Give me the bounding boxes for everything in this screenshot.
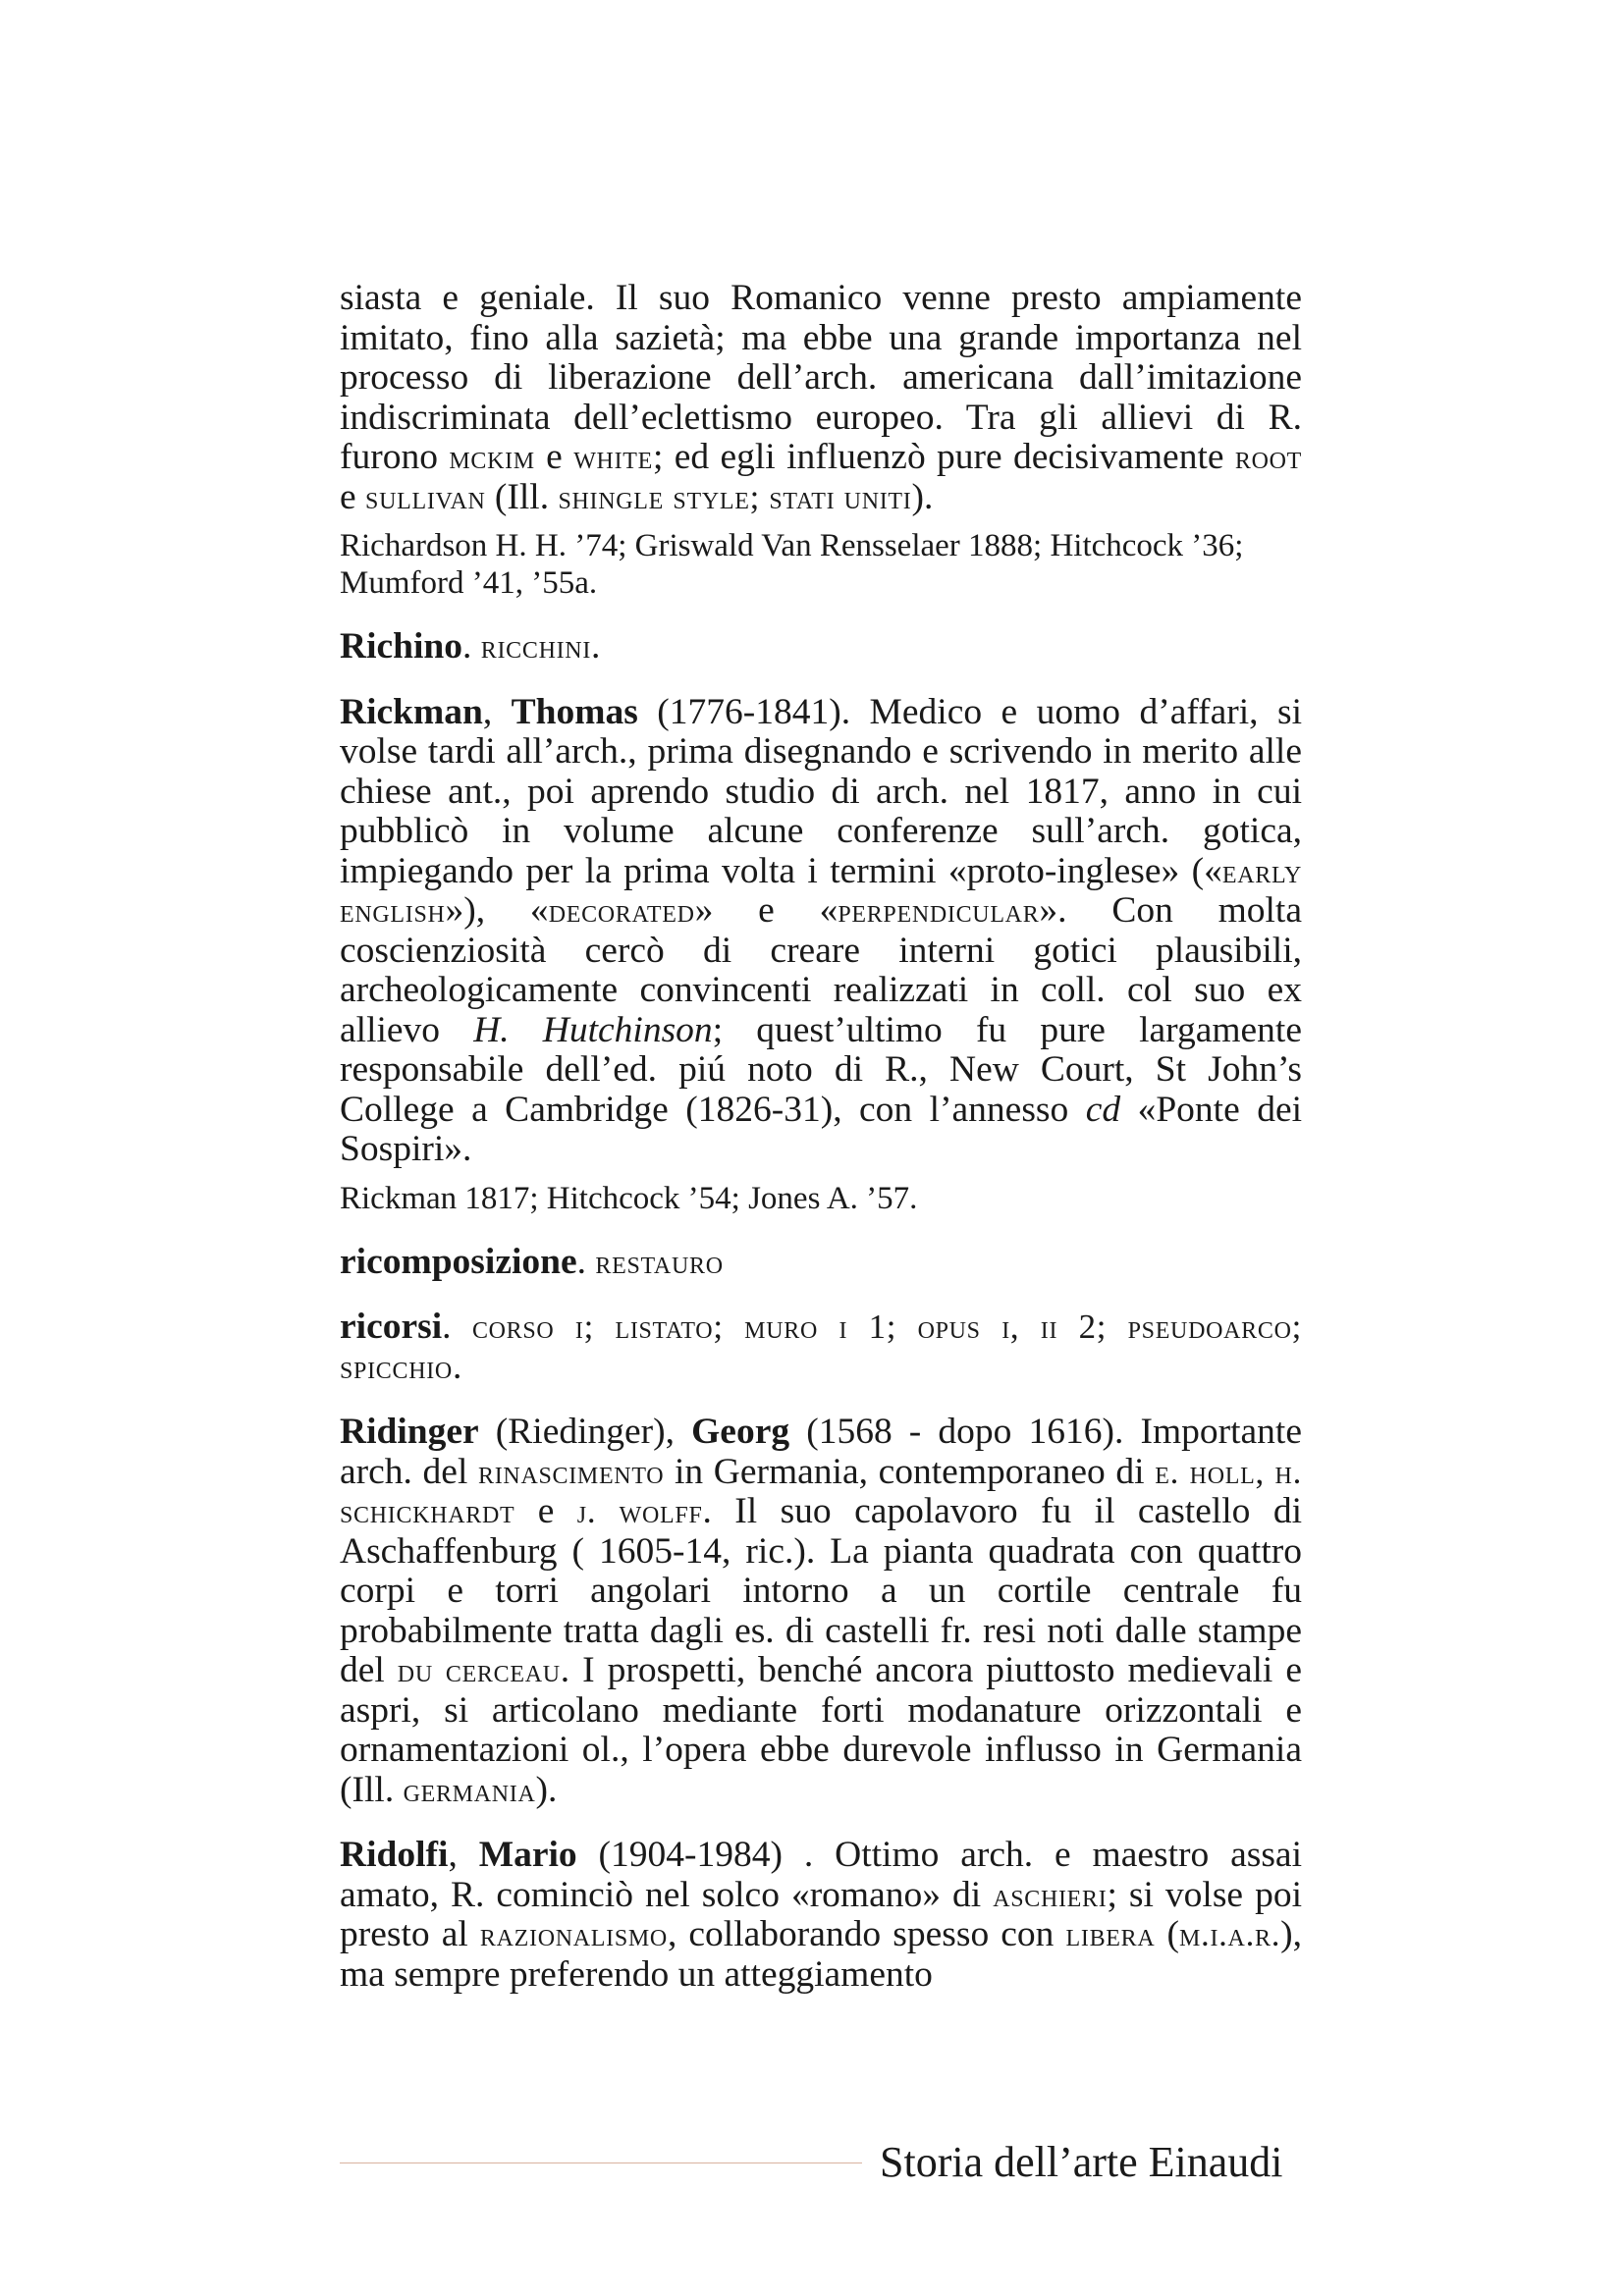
headword: ricomposizione [340,1241,577,1282]
text-column [340,279,1302,1995]
headword: ricorsi [340,1307,443,1347]
entry-rickman: Rickman, Thomas (1776-1841). Medico e uomo d’affari, si volse tardi all’arch., prima disegnando e scrivendo in merito alle chiese ant., poi aprendo studio di arch. nel 1817, anno in cui pubblicò in volume alcune conferenze sull’arch. gotica, impiegando per la prima volta i termini «proto-inglese» («early english»), «decorated» e «perpendicular». Con molta coscienziosità cercò di creare interni gotici plausibili, archeologicamente convincenti realizzati in coll. col suo ex allievo H. Hutchinson; quest’ultimo fu pure largamente responsabile dell’ed. piú noto di R., New Court, St John’s College a Cambridge (1826-31), con l’annesso cd «Ponte dei Sospiri». [340,691,1303,1169]
entry-ridolfi: Ridolfi, Mario (1904-1984) . Ottimo arch. e maestro assai amato, R. cominciò nel solco «romano» di aschieri; si volse poi presto al razionalismo, collaborando spesso con libera (m.i.a.r.), ma sempre preferendo un atteggiamento [340,1835,1302,1995]
entry-ridinger: Ridinger (Riedinger), Georg (1568 - dopo 1616). Importante arch. del rinascimento in Germania, contemporaneo di e. holl, h. schickhardt e j. wolff. Il suo capolavoro fu il castello di Aschaffenburg ( 1605-14, ric.). La pianta quadrata con quattro corpi e torri angolari intorno a un cortile centrale fu probabilmente tratta dagli es. di castelli fr. resi noti dalle stampe del du cerceau. I prospetti, benché ancora piuttosto medievali e aspri, si articolano mediante forti modanature orizzontali e ornamentazioni ol., l’opera ebbe durevole influsso in Germania (Ill. germania). [340,1412,1302,1810]
headword: Rickman [340,691,483,732]
bibliography-rickman: Rickman 1817; Hitchcock ’54; Jones A. ’57. [340,1180,918,1216]
entry-ricorsi: ricorsi. corso i; listato; muro i 1; opus i, ii 2; pseudoarco; spicchio. [340,1307,1302,1387]
bibliography-richardson: Richardson H. H. ’74; Griswald Van Rensselaer 1888; Hitchcock ’36; Mumford ’41, ’55a. [340,528,1244,601]
headword: Ridolfi [340,1835,449,1875]
headword: Richino [340,626,463,667]
footer-publisher: Storia dell’arte Einaudi [880,2138,1283,2186]
richardson-continuation-paragraph: siasta e geniale. Il suo Romanico venne presto ampiamente imitato, fino alla sazietà; ma ebbe una grande importanza nel processo di liberazione dell’arch. americana dall’imitazione indiscriminata dell’eclettismo europeo. Tra gli allievi di R. furono mckim e white; ed egli influenzò pure decisivamente root e sullivan (Ill. shingle style; stati uniti). [340,278,1302,517]
headword: Ridinger [340,1412,479,1452]
entry-ricomposizione: ricomposizione. restauro [340,1241,724,1282]
entry-richino: Richino. ricchini. [340,626,601,667]
